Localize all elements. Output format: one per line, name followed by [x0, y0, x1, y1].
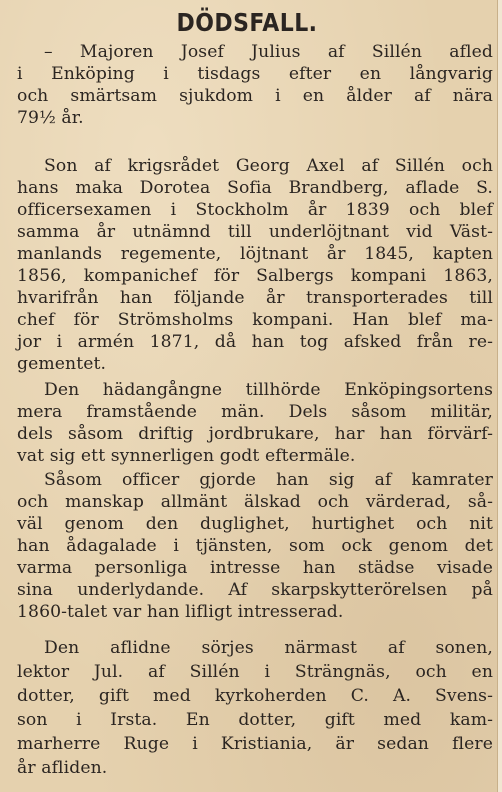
text-line: dels såsom driftig jordbrukare, har han förvärf- [17, 424, 493, 444]
text-line: – Majoren Josef Julius af Sillén afled [44, 42, 493, 62]
text-line: hans maka Dorotea Sofia Brandberg, aflade S. [17, 178, 493, 198]
text-line: 79½ år. [17, 108, 84, 128]
text-line: hvarifrån han följande år transporterades till [17, 288, 493, 308]
text-line: jor i armén 1871, då han tog afsked från re- [17, 332, 493, 352]
text-line: och manskap allmänt älskad och värderad, så- [17, 492, 493, 512]
text-line: sina underlydande. Af skarpskytterörelsen på [17, 580, 493, 600]
text-line: varma personliga intresse han städse visade [17, 558, 493, 578]
text-line: chef för Strömsholms kompani. Han blef ma- [17, 310, 493, 330]
text-line: mera framstående män. Dels såsom militär, [17, 402, 493, 422]
text-line: väl genom den duglighet, hurtighet och nit [17, 514, 493, 534]
text-line: i Enköping i tisdags efter en långvarig [17, 64, 493, 84]
text-line: son i Irsta. En dotter, gift med kam- [17, 710, 493, 730]
text-line: gementet. [17, 354, 107, 374]
text-line: han ådagalade i tjänsten, som ock genom det [17, 536, 493, 556]
text-line: manlands regemente, löjtnant år 1845, kapten [17, 244, 493, 264]
text-line: dotter, gift med kyrkoherden C. A. Svens- [17, 686, 493, 706]
article-title: DÖDSFALL. [176, 8, 318, 37]
paper-edge [497, 0, 502, 792]
text-line: Den hädangångne tillhörde Enköpingsortens [44, 380, 493, 400]
text-line: 1856, kompanichef för Salbergs kompani 1863, [17, 266, 493, 286]
text-line: vat sig ett synnerligen godt eftermäle. [17, 446, 356, 466]
text-line: lektor Jul. af Sillén i Strängnäs, och en [17, 662, 493, 682]
text-line: och smärtsam sjukdom i en ålder af nära [17, 86, 493, 106]
text-line: Son af krigsrådet Georg Axel af Sillén och [44, 156, 493, 176]
text-line: marherre Ruge i Kristiania, är sedan flere [17, 734, 493, 754]
text-line: 1860-talet var han lifligt intresserad. [17, 602, 344, 622]
text-line: Såsom officer gjorde han sig af kamrater [44, 470, 493, 490]
text-line: officersexamen i Stockholm år 1839 och blef [17, 200, 493, 220]
text-line: år afliden. [17, 758, 108, 778]
text-line: Den aflidne sörjes närmast af sonen, [44, 638, 493, 658]
text-line: samma år utnämnd till underlöjtnant vid Väst- [17, 222, 493, 242]
